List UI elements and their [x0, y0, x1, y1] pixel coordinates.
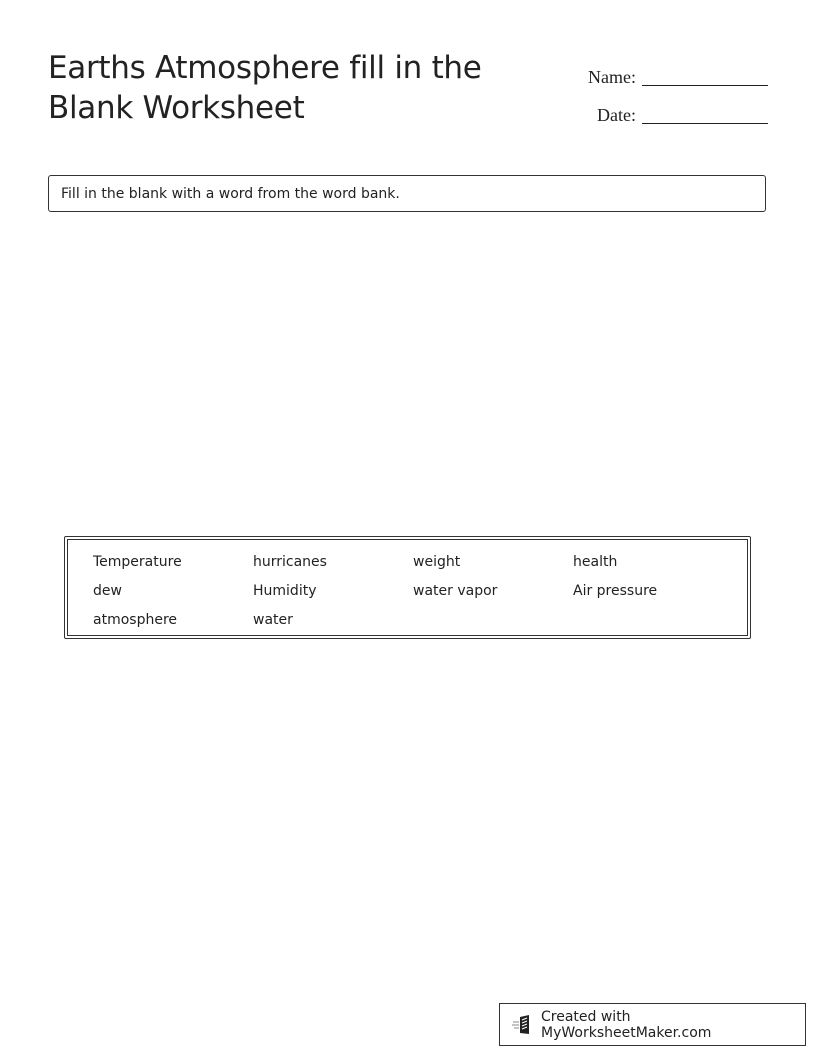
- name-label: Name:: [588, 67, 636, 87]
- worksheet-maker-logo-icon: [512, 1014, 534, 1036]
- name-blank-line: [642, 84, 768, 86]
- footer-text: Created with MyWorksheetMaker.com: [541, 1008, 712, 1041]
- student-info: [588, 50, 768, 126]
- date-blank-line: [642, 122, 768, 124]
- instructions-box: [48, 175, 766, 212]
- word-bank-item: water vapor: [413, 583, 498, 599]
- word-bank-item: dew: [93, 583, 122, 599]
- word-bank-grid: [93, 549, 733, 636]
- word-bank-item: atmosphere: [93, 612, 177, 628]
- word-bank-item: health: [573, 554, 618, 570]
- name-row: [588, 50, 768, 88]
- word-bank-item: Humidity: [253, 583, 317, 599]
- word-bank-item: water: [253, 612, 293, 628]
- worksheet-title: Earths Atmosphere fill in the Blank Worksheet: [48, 50, 482, 126]
- date-row: [588, 88, 768, 126]
- word-bank-item: weight: [413, 554, 461, 570]
- word-bank-item: Temperature: [93, 554, 182, 570]
- word-bank: [64, 536, 751, 639]
- date-label: Date:: [597, 105, 636, 125]
- word-bank-item: hurricanes: [253, 554, 327, 570]
- instructions-text: Fill in the blank with a word from the word bank.: [61, 185, 400, 202]
- word-bank-item: Air pressure: [573, 583, 658, 599]
- footer-credit[interactable]: [499, 1003, 806, 1046]
